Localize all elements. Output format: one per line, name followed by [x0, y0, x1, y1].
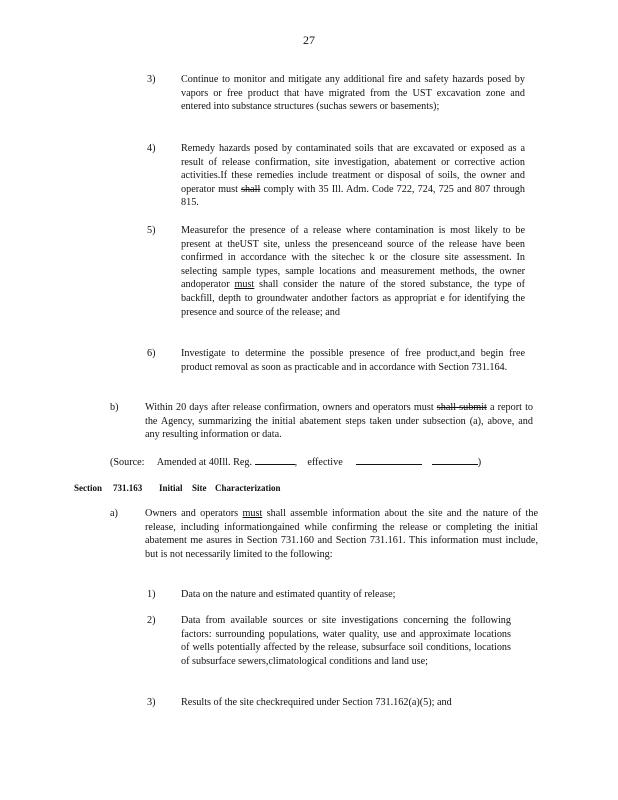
item-6-label: 6) [147, 348, 156, 359]
section-heading [74, 482, 280, 495]
item-a-text [145, 507, 538, 561]
page-number: 27 [303, 33, 315, 47]
text-segment: must [218, 183, 238, 195]
effective-date-blank-1 [356, 455, 422, 465]
register-blank [255, 455, 295, 465]
item-b-label: b) [110, 402, 119, 413]
heading-word-characterization: Characterization [215, 483, 281, 493]
sub-item-2-label: 2) [147, 615, 156, 626]
text-segment: shall assemble information about the site and the nature of the release, including informationgained while confirming the release or completing the initial abatement me asures in Section 731.160 and Section 731.161. This information must include, but is not necessarily limited to the following: [145, 508, 538, 560]
sub-item-1-label: 1) [147, 589, 156, 600]
text-segment: Continue to monitor and mitigate any additional fire and safety hazards posed by vapors or free product that have migrated from the UST excavation zone and entered into substance structures (suchas sewers or basements); [181, 74, 525, 113]
text-segment: Measurefor the presence of a release where contamination is most likely to be present at theUST site, unless the presenceand source of the release have been confirmed in accordance with the sitechec k or the closure site assessment. In selecting sample types, sample locations and measurement methods, the owner andoperator [181, 225, 525, 291]
item-a-label: a) [110, 508, 118, 519]
item-5-label: 5) [147, 225, 156, 236]
text-segment: comply with 35 Ill. Adm. Code 722, 724, 725 and 807 through 815. [181, 183, 525, 209]
text-segment: Data from available sources or site investigations concerning the following factors: surrounding populations, water quality, use and approximate locations of wells potentially affected by the release, subsurface soil conditions, locations of subsurface sewers,climatological conditions and land use; [181, 615, 511, 667]
item-6-text [181, 347, 525, 374]
item-3-text [181, 73, 525, 114]
heading-word-site: Site [192, 483, 207, 493]
item-4-label: 4) [147, 143, 156, 154]
text-segment: Results of the site checkrequired under Section 731.162(a)(5); and [181, 697, 452, 708]
text-segment: shall consider the nature of the stored substance, the type of backfill, depth to groundwater andother factors as appropriat e for identifying the presence and source of the release; and [181, 279, 525, 318]
text-segment: must [242, 508, 263, 519]
source-label: (Source: [110, 457, 145, 468]
sub-item-1-text [181, 588, 511, 602]
effective-text: effective [307, 457, 343, 468]
sub-item-3-label: 3) [147, 697, 156, 708]
text-segment: Investigate to determine the possible presence of free product,and begin free product removal as soon as practicable and in accordance with Section 731.164. [181, 348, 525, 373]
item-4-text [181, 142, 525, 210]
source-close: ) [477, 457, 482, 468]
text-segment: shall submit [436, 402, 487, 413]
effective-date-blank-2 [432, 455, 478, 465]
amended-text: Amended at 40Ill. Reg. [156, 457, 253, 468]
sub-item-3-text [181, 696, 511, 710]
text-segment: must [234, 279, 255, 291]
text-segment: Owners and operators [145, 508, 243, 519]
text-segment: shall [241, 183, 261, 195]
text-segment: Within 20 days after release confirmation, owners and operators must [145, 402, 437, 413]
section-label: Section [74, 483, 102, 493]
sub-item-2-text [181, 614, 511, 668]
item-5-text [181, 224, 525, 319]
text-segment: a report to the Agency, summarizing the initial abatement steps taken under subsection (a), above, and any resulting information or data. [145, 402, 533, 441]
item-b-text [145, 401, 533, 442]
source-note: (Source: Amended at 40Ill. Reg. , effective ) [110, 457, 482, 468]
section-number: 731.163 [113, 483, 143, 493]
heading-word-initial: Initial [159, 483, 183, 493]
item-3-label: 3) [147, 74, 156, 85]
text-segment: Remedy hazards posed by contaminated soils that are excavated or exposed as a result of release confirmation, site investigation, abatement or corrective action activities.If these remedies include treatment or disposal of soils, the owner and operator [181, 143, 525, 195]
text-segment: Data on the nature and estimated quantity of release; [181, 589, 396, 600]
